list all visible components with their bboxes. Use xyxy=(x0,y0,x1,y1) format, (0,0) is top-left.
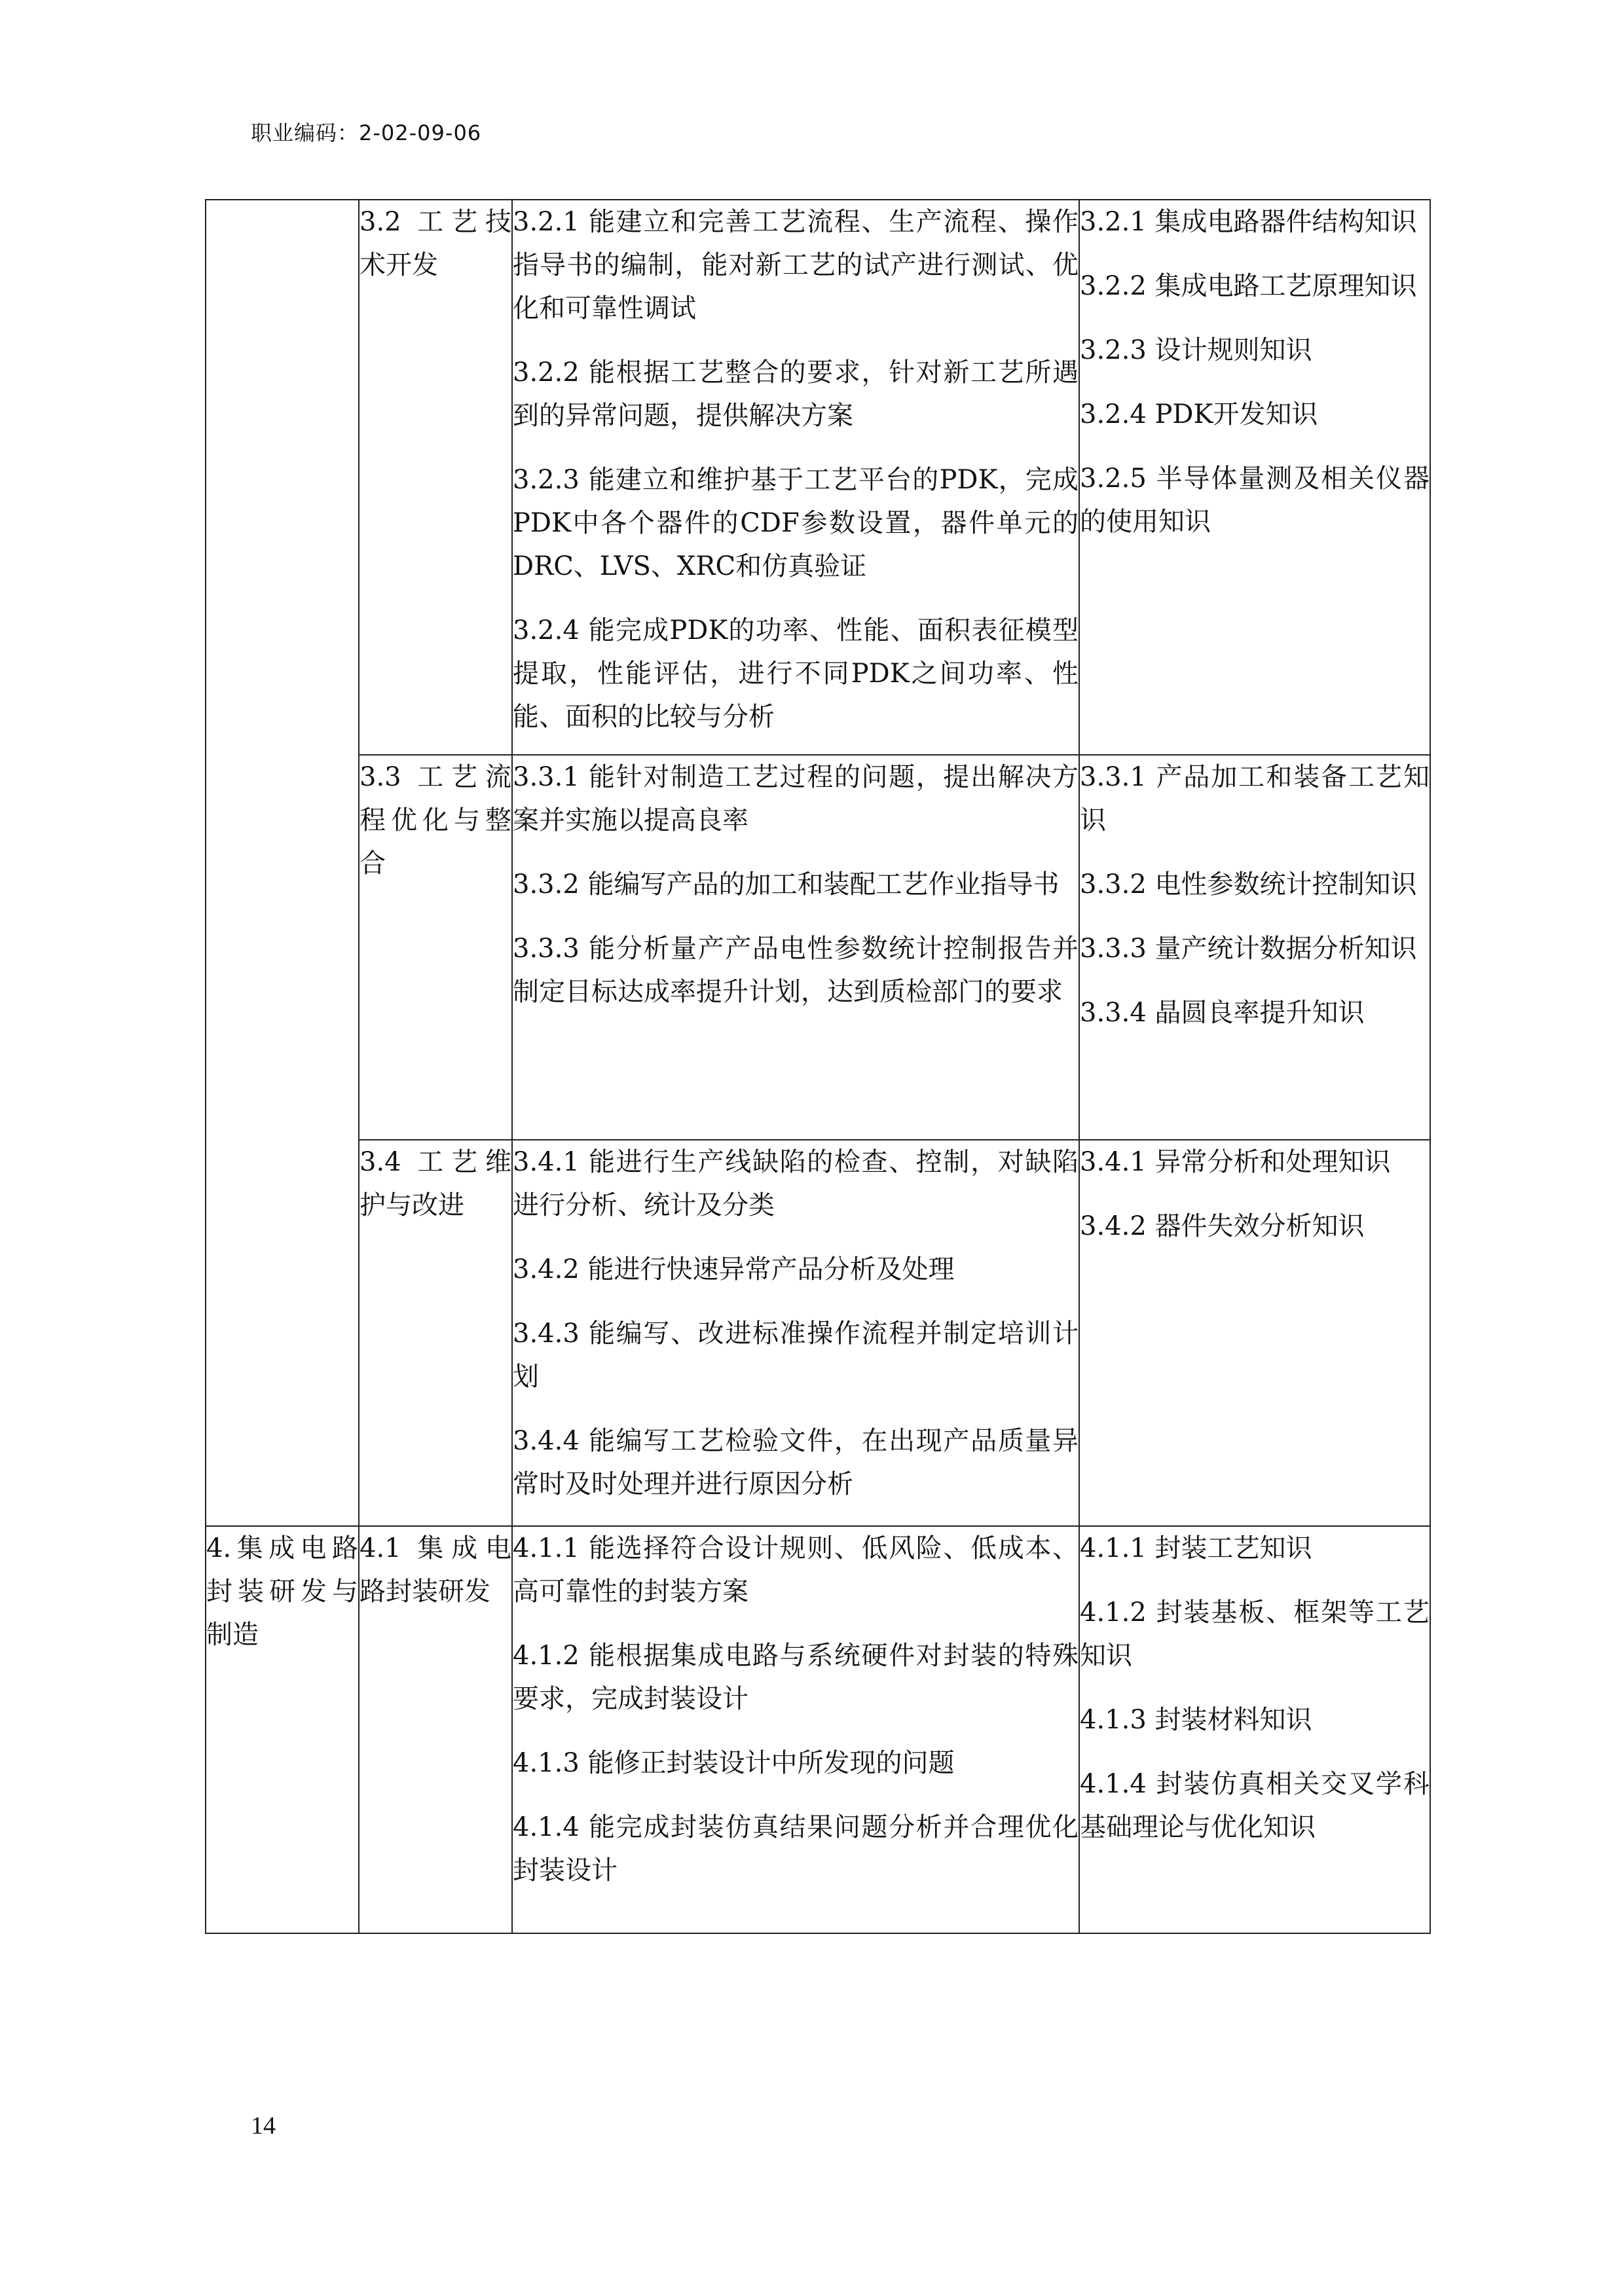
knowledge-requirement: 3.4.2 器件失效分析知识 xyxy=(1080,1211,1365,1241)
table-row xyxy=(206,755,1430,1140)
knowledge-requirement: 3.3.1 产品加工和装备工艺知识 xyxy=(1080,762,1430,835)
knowledge-requirement: 3.2.1 集成电路器件结构知识 xyxy=(1080,207,1417,237)
knowledge-cell xyxy=(1079,755,1430,1140)
skill-cell xyxy=(512,1140,1079,1526)
knowledge-requirement: 3.3.3 量产统计数据分析知识 xyxy=(1080,934,1417,964)
work-item-cell: 3.2 工艺技术开发 xyxy=(359,200,512,755)
knowledge-requirement: 3.2.3 设计规则知识 xyxy=(1080,335,1312,365)
skill-requirement: 3.4.3 能编写、改进标准操作流程并制定培训计划 xyxy=(513,1319,1079,1392)
function-cell: 4.集成电路封装研发与制造 xyxy=(206,1526,359,1933)
skill-cell xyxy=(512,755,1079,1140)
knowledge-requirement: 4.1.1 封装工艺知识 xyxy=(1080,1533,1312,1563)
skill-requirement: 3.4.4 能编写工艺检验文件，在出现产品质量异常时及时处理并进行原因分析 xyxy=(513,1426,1079,1499)
skill-requirement: 3.3.2 能编写产品的加工和装配工艺作业指导书 xyxy=(513,869,1060,900)
skill-requirement: 3.2.4 能完成PDK的功率、性能、面积表征模型提取，性能评估，进行不同PDK之间功率、性能、面积的比较与分析 xyxy=(513,615,1079,732)
knowledge-cell xyxy=(1079,200,1430,755)
knowledge-requirement: 4.1.2 封装基板、框架等工艺知识 xyxy=(1080,1597,1430,1671)
occupation-code: 职业编码：2-02-09-06 xyxy=(251,120,482,145)
skill-standard-table xyxy=(205,199,1431,1934)
work-item-cell: 3.3 工艺流程优化与整合 xyxy=(359,755,512,1140)
skill-requirement: 3.4.2 能进行快速异常产品分析及处理 xyxy=(513,1254,955,1285)
skill-requirement: 3.3.1 能针对制造工艺过程的问题，提出解决方案并实施以提高良率 xyxy=(513,762,1079,835)
work-item-cell: 4.1 集成电路封装研发 xyxy=(359,1526,512,1933)
knowledge-requirement: 4.1.4 封装仿真相关交叉学科基础理论与优化知识 xyxy=(1080,1769,1430,1842)
skill-requirement: 3.2.3 能建立和维护基于工艺平台的PDK，完成PDK中各个器件的CDF参数设置，器件单元的DRC、LVS、XRC和仿真验证 xyxy=(513,465,1079,581)
knowledge-requirement: 3.4.1 异常分析和处理知识 xyxy=(1080,1147,1391,1177)
page-number: 14 xyxy=(251,2112,276,2140)
knowledge-cell xyxy=(1079,1140,1430,1526)
skill-requirement: 4.1.4 能完成封装仿真结果问题分析并合理优化封装设计 xyxy=(513,1812,1079,1886)
skill-requirement: 4.1.3 能修正封装设计中所发现的问题 xyxy=(513,1748,955,1778)
knowledge-cell xyxy=(1079,1526,1430,1933)
function-cell xyxy=(206,200,359,1526)
skill-requirement: 4.1.1 能选择符合设计规则、低风险、低成本、高可靠性的封装方案 xyxy=(513,1533,1079,1607)
skill-requirement: 3.3.3 能分析量产产品电性参数统计控制报告并制定目标达成率提升计划，达到质检部门的要求 xyxy=(513,934,1079,1007)
knowledge-requirement: 3.2.5 半导体量测及相关仪器的使用知识 xyxy=(1080,464,1430,537)
skill-cell xyxy=(512,1526,1079,1933)
work-item-cell: 3.4 工艺维护与改进 xyxy=(359,1140,512,1526)
knowledge-requirement: 3.3.4 晶圆良率提升知识 xyxy=(1080,998,1365,1028)
table-row xyxy=(206,1526,1430,1933)
skill-requirement: 3.2.2 能根据工艺整合的要求，针对新工艺所遇到的异常问题，提供解决方案 xyxy=(513,357,1079,431)
knowledge-requirement: 4.1.3 封装材料知识 xyxy=(1080,1705,1312,1735)
skill-requirement: 4.1.2 能根据集成电路与系统硬件对封装的特殊要求，完成封装设计 xyxy=(513,1641,1079,1714)
knowledge-requirement: 3.3.2 电性参数统计控制知识 xyxy=(1080,869,1417,900)
table-row xyxy=(206,1140,1430,1526)
table-row xyxy=(206,200,1430,755)
knowledge-requirement: 3.2.2 集成电路工艺原理知识 xyxy=(1080,271,1417,301)
skill-requirement: 3.4.1 能进行生产线缺陷的检查、控制，对缺陷进行分析、统计及分类 xyxy=(513,1147,1079,1220)
knowledge-requirement: 3.2.4 PDK开发知识 xyxy=(1080,399,1318,429)
skill-requirement: 3.2.1 能建立和完善工艺流程、生产流程、操作指导书的编制，能对新工艺的试产进行测试、优化和可靠性调试 xyxy=(513,207,1079,323)
skill-cell xyxy=(512,200,1079,755)
